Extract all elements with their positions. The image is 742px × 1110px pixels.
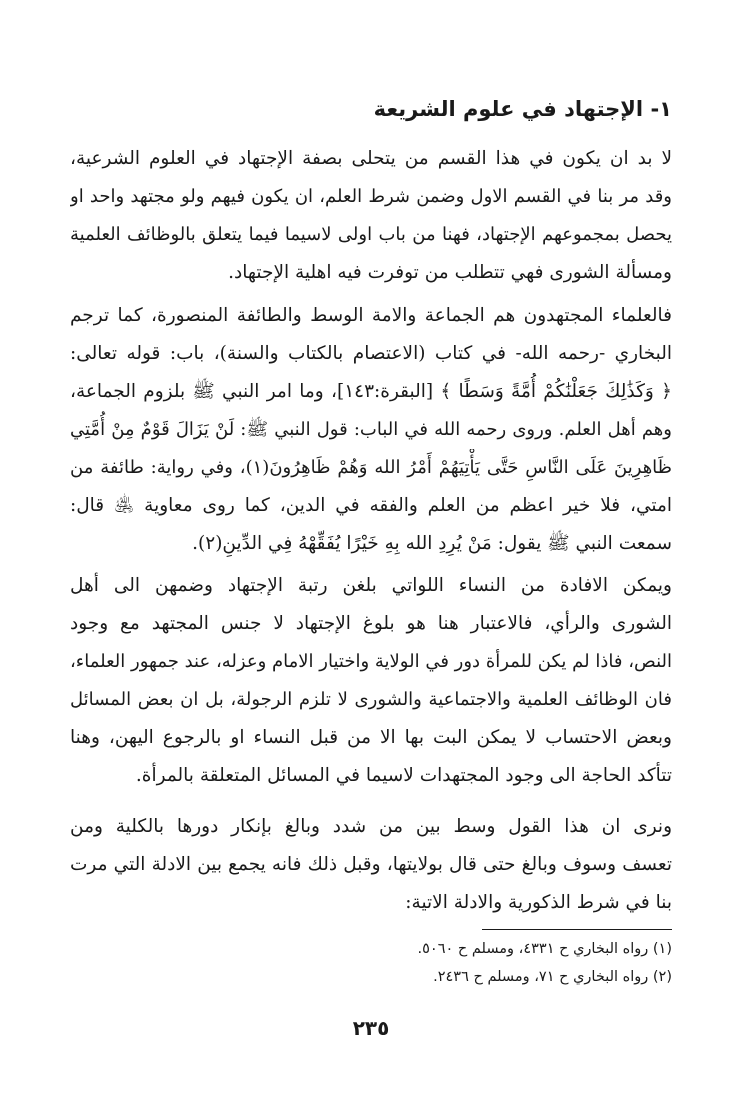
text-line: فان الوظائف العلمية والاجتماعية والشورى لا تلزم الرجولة، بل ان بعض المسائل xyxy=(70,689,672,710)
text-line: وهم أهل العلم. وروى رحمه الله في الباب: قول النبي ﷺ: لَنْ يَزَالَ قَوْمٌ مِنْ أُمَّتِي xyxy=(70,419,672,440)
text-line: تتأكد الحاجة الى وجود المجتهدات لاسيما في المسائل المتعلقة بالمرأة. xyxy=(135,765,672,786)
section-heading: ١- الإجتهاد في علوم الشريعة xyxy=(373,97,672,121)
text-line: وبعض الاحتساب لا يمكن البت بها الا من قبل النساء او بالرجوع اليهن، وهنا xyxy=(70,727,672,748)
text-line: ويمكن الافادة من النساء اللواتي بلغن رتبة الإجتهاد وضمهن الى أهل xyxy=(70,575,672,596)
footnote-divider xyxy=(482,929,672,930)
text-line: بنا في شرط الذكورية والادلة الاتية: xyxy=(405,892,672,913)
book-page xyxy=(70,0,672,1110)
page-number: ٢٣٥ xyxy=(352,1016,390,1040)
text-line: تعسف وسوف وبالغ حتى قال بولايتها، وقبل ذلك فانه يجمع بين الادلة التي مرت xyxy=(70,854,672,875)
paragraph-2 xyxy=(70,297,672,563)
text-line: ومسألة الشورى فهي تتطلب من توفرت فيه اهلية الإجتهاد. xyxy=(228,262,672,283)
text-line: وقد مر بنا في القسم الاول وضمن شرط العلم، ان يكون فيهم ولو مجتهد واحد او xyxy=(70,186,672,207)
footnote-2: (٢) رواه البخاري ح ٧١، ومسلم ح ٢٤٣٦. xyxy=(433,969,672,985)
text-line: فالعلماء المجتهدون هم الجماعة والامة الوسط والطائفة المنصورة، كما ترجم xyxy=(70,305,672,326)
text-line: يحصل بمجموعهم الإجتهاد، فهنا من باب اولى لاسيما فيما يتعلق بالوظائف العلمية xyxy=(70,224,672,245)
text-line: النص، فاذا لم يكن للمرأة دور في الولاية واختيار الامام وعزله، عند جمهور العلماء، xyxy=(70,651,672,672)
paragraph-4 xyxy=(70,808,672,922)
hadith-line: ظَاهِرِينَ عَلَى النَّاسِ حَتَّى يَأْتِيَهُمْ أَمْرُ الله وَهُمْ ظَاهِرُونَ(١)، وفي رواية: طائفة من xyxy=(70,457,672,478)
paragraph-1 xyxy=(70,140,672,292)
text-line: لا بد ان يكون في هذا القسم من يتحلى بصفة الإجتهاد في العلوم الشرعية، xyxy=(70,148,672,169)
paragraph-3 xyxy=(70,567,672,795)
footnotes xyxy=(70,935,672,991)
text-line: الشورى والرأي، فالاعتبار هنا هو بلوغ الإجتهاد لا جنس المجتهد مع وجود xyxy=(70,613,672,634)
footnote-1: (١) رواه البخاري ح ٤٣٣١، ومسلم ح ٥٠٦٠. xyxy=(417,941,672,957)
text-line: امتي، فلا خير اعظم من العلم والفقه في الدين، كما روى معاوية ﵁ قال: xyxy=(70,495,672,516)
text-line: البخاري -رحمه الله- في كتاب (الاعتصام بالكتاب والسنة)، باب: قوله تعالى: xyxy=(70,343,672,364)
quran-verse-line: ﴿ وَكَذَٰلِكَ جَعَلْنَٰكُمْ أُمَّةً وَسَطًا ﴾ [البقرة:١٤٣]، وما امر النبي ﷺ بلزوم الجماعة، xyxy=(70,381,672,402)
text-line: ونرى ان هذا القول وسط بين من شدد وبالغ بإنكار دورها بالكلية ومن xyxy=(70,816,672,837)
hadith-line: سمعت النبي ﷺ يقول: مَنْ يُرِدِ الله بِهِ خَيْرًا يُفَقِّهْهُ فِي الدِّينِ(٢). xyxy=(192,533,672,554)
